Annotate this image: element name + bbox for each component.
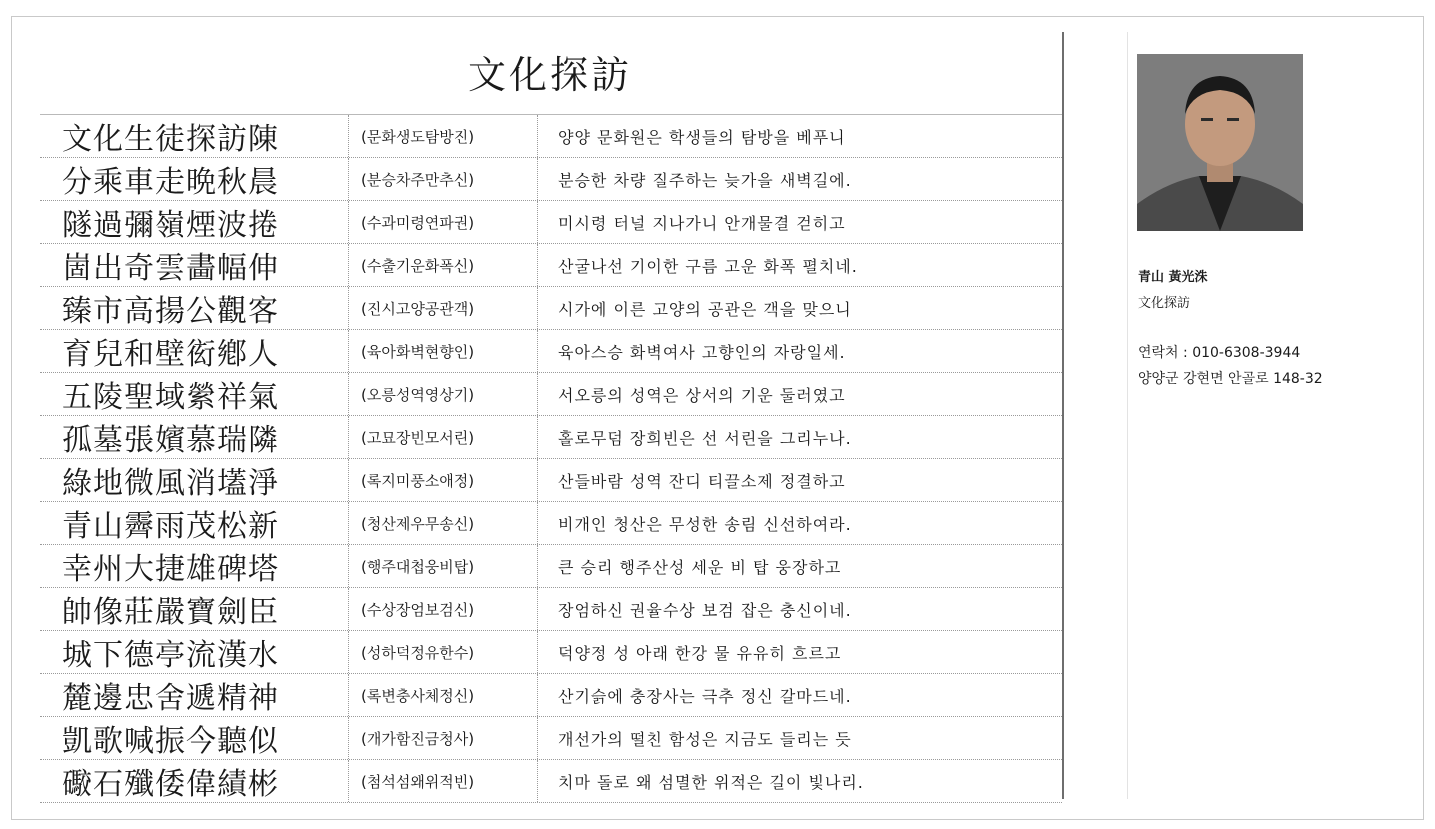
poem-line <box>40 201 1062 244</box>
hanja-verse: 凱歌喊振今聽似 <box>62 724 279 759</box>
hanja-verse: 分乘車走晩秋晨 <box>62 165 279 200</box>
poem-line <box>40 330 1062 373</box>
poem-line <box>40 545 1062 588</box>
hanja-verse: 麓邊忠舍遞精神 <box>62 681 279 716</box>
korean-reading: (록변충사체정신) <box>348 674 538 716</box>
poem-line <box>40 244 1062 287</box>
poem-line <box>40 760 1062 803</box>
korean-translation: 시가에 이른 고양의 공관은 객을 맞으니 <box>558 299 852 319</box>
korean-translation: 홀로무덤 장희빈은 선 서린을 그리누나. <box>558 428 852 448</box>
korean-reading: (성하덕정유한수) <box>348 631 538 673</box>
hanja-verse: 城下德亭流漢水 <box>62 638 279 673</box>
column-divider <box>1062 32 1064 799</box>
korean-translation: 덕양정 성 아래 한강 물 유유히 흐르고 <box>558 643 842 663</box>
hanja-verse: 孤墓張嬪慕瑞隣 <box>62 423 279 458</box>
poem-line <box>40 588 1062 631</box>
hanja-verse: 五陵聖域縈祥氣 <box>62 380 279 415</box>
korean-reading: (수출기운화폭신) <box>348 244 538 286</box>
korean-reading: (문화생도탐방진) <box>348 115 538 157</box>
hanja-verse: 臻市高揚公觀客 <box>62 294 279 329</box>
author-name: 青山 黃光洙 <box>1138 270 1208 285</box>
korean-translation: 비개인 청산은 무성한 송림 신선하여라. <box>558 514 852 534</box>
korean-translation: 장엄하신 권율수상 보검 잡은 충신이네. <box>558 600 852 620</box>
poem-line <box>40 158 1062 201</box>
korean-translation: 개선가의 떨친 함성은 지금도 들리는 듯 <box>558 729 852 749</box>
korean-translation: 미시령 터널 지나가니 안개물결 걷히고 <box>558 213 846 233</box>
poem-line <box>40 459 1062 502</box>
poem-line <box>40 674 1062 717</box>
contact-phone: 연락처 : 010-6308-3944 <box>1138 345 1301 361</box>
korean-translation: 육아스승 화벽여사 고향인의 자랑일세. <box>558 342 846 362</box>
korean-reading: (수과미령연파권) <box>348 201 538 243</box>
poem-line <box>40 373 1062 416</box>
korean-reading: (진시고양공관객) <box>348 287 538 329</box>
author-photo <box>1137 54 1303 231</box>
hanja-verse: 綠地微風消壒淨 <box>62 466 279 501</box>
poem-table <box>40 114 1062 803</box>
korean-translation: 산기슭에 충장사는 극추 정신 갈마드네. <box>558 686 852 706</box>
poem-line <box>40 631 1062 674</box>
korean-reading: (첨석섬왜위적빈) <box>348 760 538 802</box>
korean-reading: (개가함진금청사) <box>348 717 538 759</box>
korean-translation: 양양 문화원은 학생들의 탐방을 베푸니 <box>558 127 846 147</box>
korean-translation: 산들바람 성역 잔디 티끌소제 정결하고 <box>558 471 846 491</box>
korean-translation: 치마 돌로 왜 섬멸한 위적은 길이 빛나리. <box>558 772 864 792</box>
korean-reading: (분승차주만추신) <box>348 158 538 200</box>
korean-reading: (록지미풍소애정) <box>348 459 538 501</box>
korean-translation: 서오릉의 성역은 상서의 기운 둘러였고 <box>558 385 846 405</box>
hanja-verse: 文化生徒探訪陳 <box>62 122 279 157</box>
poem-title: 文化探訪 <box>467 53 632 97</box>
work-subtitle: 文化探訪 <box>1138 296 1191 311</box>
korean-reading: (육아화벽현향인) <box>348 330 538 372</box>
hanja-verse: 礮石殲倭偉績彬 <box>62 767 279 802</box>
hanja-verse: 育兒和壁衒鄕人 <box>62 337 279 372</box>
hanja-verse: 隧過彌嶺煙波捲 <box>62 208 279 243</box>
hanja-verse: 青山霽雨茂松新 <box>62 509 279 544</box>
sidebar-divider <box>1127 32 1128 799</box>
poem-line <box>40 502 1062 545</box>
korean-reading: (행주대첩웅비탑) <box>348 545 538 587</box>
poem-line <box>40 717 1062 760</box>
korean-translation: 분승한 차량 질주하는 늦가을 새벽길에. <box>558 170 852 190</box>
hanja-verse: 崮出奇雲畵幅伸 <box>62 251 279 286</box>
korean-reading: (수상장엄보검신) <box>348 588 538 630</box>
poem-line <box>40 115 1062 158</box>
korean-reading: (고묘장빈모서린) <box>348 416 538 458</box>
korean-translation: 큰 승리 행주산성 세운 비 탑 웅장하고 <box>558 557 842 577</box>
korean-reading: (오릉성역영상기) <box>348 373 538 415</box>
poem-line <box>40 287 1062 330</box>
korean-reading: (청산제우무송신) <box>348 502 538 544</box>
poem-line <box>40 416 1062 459</box>
contact-address: 양양군 강현면 안골로 148-32 <box>1138 371 1323 387</box>
hanja-verse: 帥像莊嚴寶劍臣 <box>62 595 279 630</box>
hanja-verse: 幸州大捷雄碑塔 <box>62 552 279 587</box>
korean-translation: 산굴나선 기이한 구름 고운 화폭 펼치네. <box>558 256 858 276</box>
